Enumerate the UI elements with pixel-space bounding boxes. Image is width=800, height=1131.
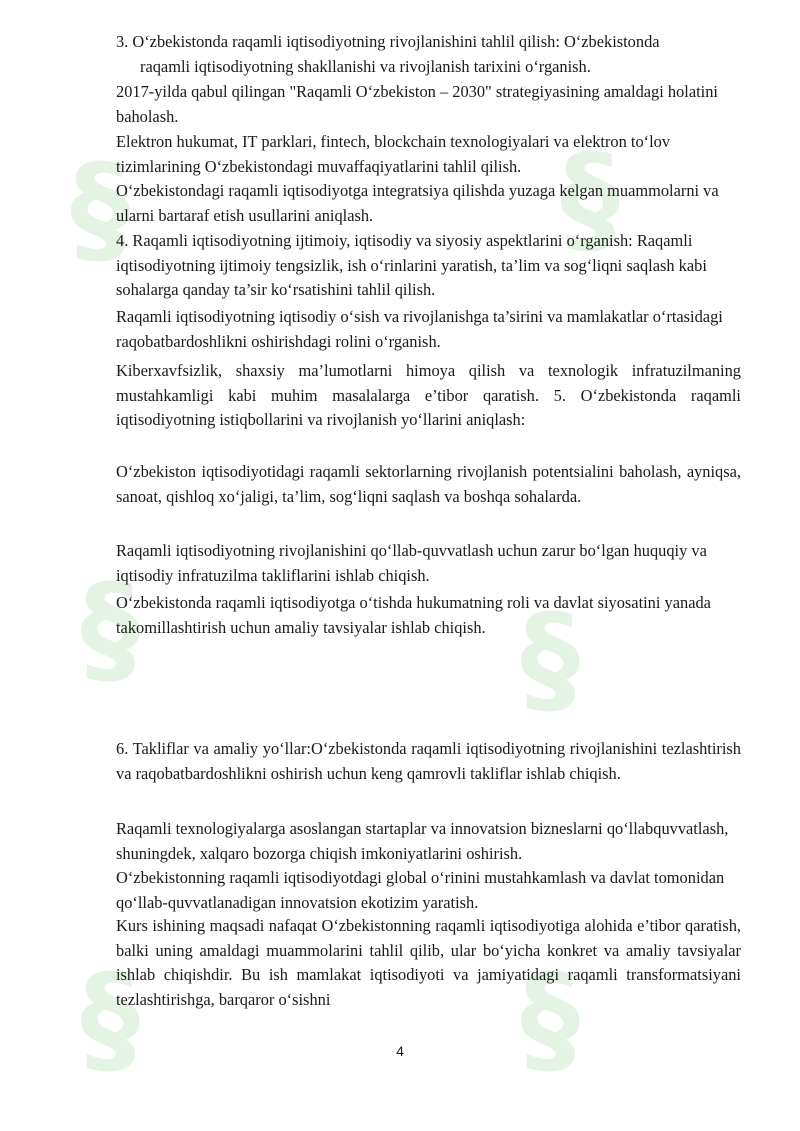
paragraph-cybersecurity: Kiberxavfsizlik, shaxsiy ma’lumotlarni himoya qilish va texnologik infratuzilmaning mustahkamligi kabi muhim masalalarga e’tibor qaratish. 5. O‘zbekistonda raqamli iqtisodiyotning istiqbollarini va rivojlanish yo‘llarini aniqlash: — [116, 361, 741, 429]
paragraph-item-4: 4. Raqamli iqtisodiyotning ijtimoiy, iqtisodiy va siyosiy aspektlarini o‘rganish: Raqamli iqtisodiyotning ijtimoiy tengsizlik, ish o‘rinlarini yaratish, ta’lim va sog‘liqni saqlash kabi sohalarga qanday ta’sir ko‘rsatishini tahlil qilish. — [116, 231, 707, 299]
paragraph-egov: Elektron hukumat, IT parklari, fintech, blockchain texnologiyalari va elektron to‘lov tizimlarining O‘zbekistondagi muvaffaqiyatlarini tahlil qilish. — [116, 132, 671, 176]
paragraph-legal: Raqamli iqtisodiyotning rivojlanishini qo‘llab-quvvatlash uchun zarur bo‘lgan huquqiy va iqtisodiy infratuzilma takliflarini ishlab chiqish. — [116, 541, 707, 585]
paragraph-sectors: O‘zbekiston iqtisodiyotidagi raqamli sektorlarning rivojlanish potentsialini baholash, ayniqsa, sanoat, qishloq xo‘jaligi, ta’lim, sog‘liqni saqlash va boshqa sohalarda. — [116, 462, 741, 506]
page-number: 4 — [396, 1043, 404, 1059]
watermark-logo: § — [80, 560, 140, 699]
paragraph-government: O‘zbekistonda raqamli iqtisodiyotga o‘tishda hukumatning roli va davlat siyosatini yanada takomillashtirish uchun amaliy tavsiyalar ishlab chiqish. — [116, 593, 711, 637]
paragraph-ecosystem: O‘zbekistonning raqamli iqtisodiyotdagi global o‘rinini mustahkamlash va davlat tomonidan qo‘llab-quvvatlanadigan innovatsion ekotizim yaratish. — [116, 868, 725, 912]
paragraph-strategy: 2017-yilda qabul qilingan "Raqamli O‘zbekiston – 2030" strategiyasining amaldagi holatini baholash. — [116, 82, 718, 126]
paragraph-integration: O‘zbekistondagi raqamli iqtisodiyotga integratsiya qilishda yuzaga kelgan muammolarni va ularni bartaraf etish usullarini aniqlash. — [116, 181, 719, 225]
watermark-logo: § — [520, 590, 580, 729]
paragraph-item-6: 6. Takliflar va amaliy yo‘llar:O‘zbekistonda raqamli iqtisodiyotning rivojlanishini tezlashtirish va raqobatbardoshlikni oshirish uchun keng qamrovli takliflar ishlab chiqish. — [116, 739, 741, 783]
watermark-logo: § — [520, 950, 580, 1089]
watermark-logo: § — [70, 140, 130, 279]
watermark-logo: § — [560, 130, 620, 269]
watermark-logo: § — [80, 950, 140, 1089]
paragraph-goal: Kurs ishining maqsadi nafaqat O‘zbekistonning raqamli iqtisodiyotiga alohida e’tibor qaratish, balki uning amaldagi muammolarini tahlil qilib, ular bo‘yicha konkret va amaliy tavsiyalar ishlab chiqishdir. Bu ish mamlakat iqtisodiyoti va jamiyatidagi raqamli transformatsiyani tezlashtirishga, barqaror o‘sishni — [116, 916, 741, 1009]
paragraph-item-3-cont: raqamli iqtisodiyotning shakllanishi va rivojlanish tarixini o‘rganish. — [140, 57, 591, 76]
paragraph-item-3: 3. O‘zbekistonda raqamli iqtisodiyotning rivojlanishini tahlil qilish: O‘zbekistonda — [116, 32, 660, 51]
paragraph-growth: Raqamli iqtisodiyotning iqtisodiy o‘sish va rivojlanishga ta’sirini va mamlakatlar o‘rtasidagi raqobatbardoshlikni oshirishdagi rolini o‘rganish. — [116, 307, 723, 351]
paragraph-startups: Raqamli texnologiyalarga asoslangan startaplar va innovatsion bizneslarni qo‘llabquvvatlash, shuningdek, xalqaro bozorga chiqish imkoniyatlarini oshirish. — [116, 819, 729, 863]
